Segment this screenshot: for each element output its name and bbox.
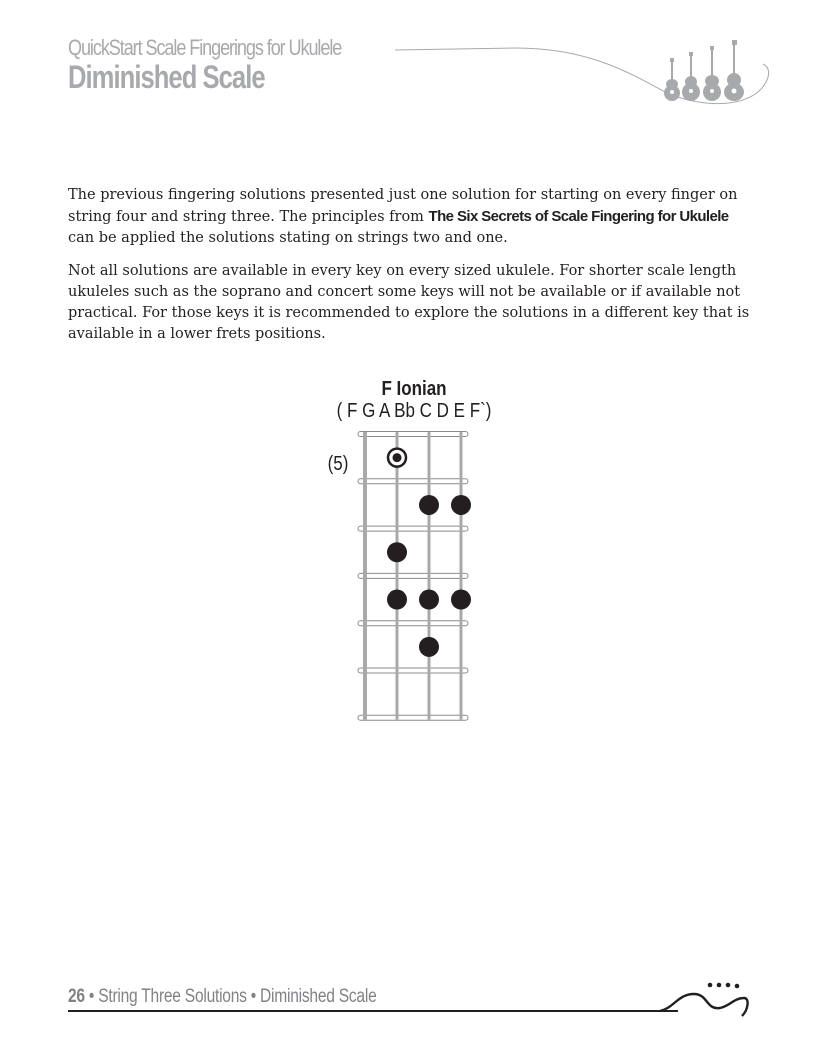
paragraph-text-1b: can be applied the solutions stating on strings two and one.	[68, 230, 508, 246]
fret-wire	[358, 621, 468, 626]
root-note-center	[393, 453, 402, 462]
note-dot	[419, 590, 439, 610]
position-label: (5)	[327, 451, 349, 475]
chapter-title: Diminished Scale	[68, 59, 265, 95]
footer-rule	[68, 1010, 678, 1012]
ukulele-squiggle-icon	[660, 978, 752, 1022]
fret-wire	[358, 715, 468, 720]
fret-wire	[358, 668, 468, 673]
series-title: QuickStart Scale Fingerings for Ukulele	[68, 35, 342, 60]
fret-wire	[358, 573, 468, 578]
note-dot	[387, 542, 407, 562]
fret-wire	[358, 479, 468, 484]
fret-wire	[358, 526, 468, 531]
fret-wire	[358, 432, 468, 437]
footer-text	[68, 986, 376, 1008]
note-dot	[451, 590, 471, 610]
scale-title: F Ionian	[381, 376, 447, 400]
scale-notes: ( F G A Bb C D E F`)	[336, 398, 492, 422]
four-ukuleles-icon	[395, 30, 775, 110]
footer-section: String Three Solutions • Diminished Scale	[98, 986, 377, 1007]
paragraph-text-1a: The previous fingering solutions presented just one solution for starting on every finger on string four and string three. The principles from	[68, 187, 738, 225]
availability-paragraph	[68, 261, 758, 345]
paragraph-text-2: Not all solutions are available in every key on every sized ukulele. For shorter scale length ukuleles such as the soprano and concert some keys will not be available or if available not practical. For those keys it is recommended to explore the solutions in a different key that is available in a lower frets positions.	[68, 263, 750, 342]
book-reference: The Six Secrets of Scale Fingering for Ukulele	[428, 208, 729, 225]
note-dot	[451, 495, 471, 515]
note-dot	[419, 637, 439, 657]
intro-paragraph	[68, 185, 758, 249]
fretboard-diagram	[320, 372, 520, 732]
footer-separator: •	[84, 986, 99, 1007]
page-number: 26	[68, 986, 85, 1007]
note-dot	[387, 590, 407, 610]
note-dot	[419, 495, 439, 515]
